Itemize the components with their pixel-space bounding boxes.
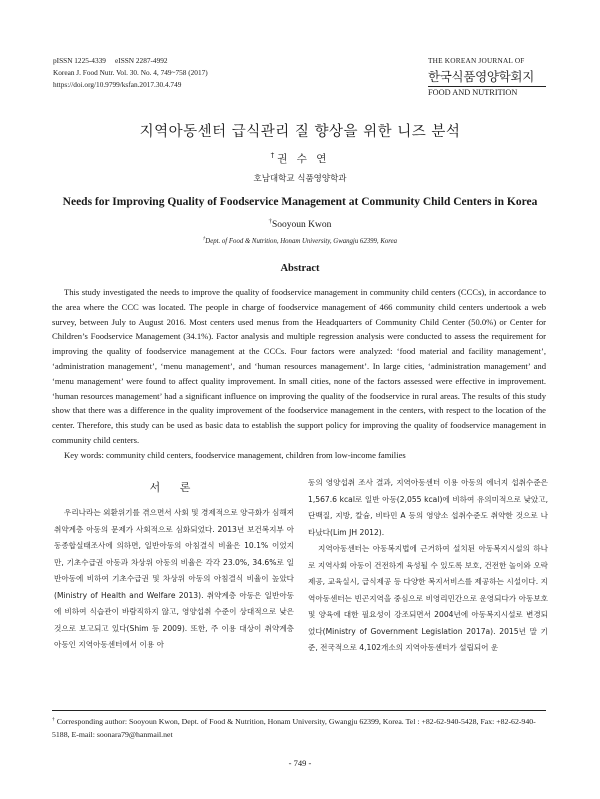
- english-author-name: Sooyoun Kwon: [271, 220, 332, 230]
- publication-metadata: [53, 55, 208, 91]
- abstract-heading: Abstract: [280, 263, 320, 274]
- journal-name-en-bottom: FOOD AND NUTRITION: [428, 88, 518, 97]
- journal-name-ko: 한국식품영양학회지: [428, 69, 534, 84]
- english-affiliation: [0, 238, 600, 245]
- author-dagger-ko: †: [270, 150, 278, 160]
- affil-dagger-en: †: [202, 236, 206, 242]
- section-heading-introduction: 서 론: [149, 481, 199, 494]
- keywords: Key words: community child centers, foodservice management, children from low-income families: [64, 450, 406, 460]
- korean-author-name: 권 수 연: [277, 153, 330, 165]
- korean-author: [0, 151, 600, 166]
- abstract-text: This study investigated the needs to improve the quality of foodservice management in community child centers (CCCs), in accordance to the area where the CCC was located. The people in charge of foodservice management of 466 community child centers undertook a web survey, between July to August 2016. Most centers used menus from the Headquarters of Community Child Center (50.0%) or Center for Children’s Foodservice Management (34.1%). Factor analysis and multiple regression analysis were conducted to assess the requirement for improving the quality of foodservice management at the CCCs. Four factors were analyzed: ‘food material and facility management’, ‘administration management’, ‘menu management’, and ‘human resources management’. In large cities, ‘administration management’ and ‘menu management’ were found to affect quality improvement. In small cities, none of the factors assessed were effective in improvement. ‘human resources management’ had a significant influence on improving the quality of the foodservice in rural areas. The results of this study show that there was a difference in the quality improvement of the foodservice management in the centers, with respect to the location of the center. Therefore, this study can be used as basic data to establish the support policy for improving the quality of foodservice management in community child centers.: [52, 287, 546, 445]
- paragraph: 지역아동센터는 아동복지법에 근거하여 설치된 아동복지시설의 하나로 지역사회 아동이 건전하게 육성될 수 있도록 보호, 건전한 놀이와 오락 제공, 교육실시, 급식제공 등 다양한 복지서비스를 제공하는 시설이다. 지역아동센터는 빈곤지역을 중심으로 비영리민간으로 운영되다가 아동보호 및 양육에 대한 필요성이 강조되면서 2004년에 아동복지시설로 변경되었다(Ministry of Government Legislation 2017a). 2015년 말 기준, 전국적으로 4,102개소의 지역아동센터가 설립되어 운: [308, 544, 548, 652]
- journal-logo: [428, 56, 546, 97]
- doi-link[interactable]: https://doi.org/10.9799/ksfan.2017.30.4.749: [53, 80, 182, 89]
- english-title: Needs for Improving Quality of Foodservice Management at Community Child Centers in Korea: [62, 196, 538, 208]
- corresponding-author-footnote: [52, 715, 546, 741]
- english-author: [0, 217, 600, 230]
- page-number: - 749 -: [288, 758, 312, 768]
- english-affiliation-text: Dept. of Food & Nutrition, Honam University, Gwangju 62399, Korea: [205, 238, 398, 245]
- korean-affiliation: 호남대학교 식품영양학과: [253, 174, 347, 184]
- paragraph: 우리나라는 외환위기를 겪으면서 사회 및 경제적으로 양극화가 심해져 취약계층 아동의 문제가 사회적으로 심화되었다. 2013년 보건복지부 아동종합실태조사에 의하면, 일반아동의 아침결식 비율은 10.1% 이었지만, 기초수급권 아동과 차상위 아동의 비율은 각각 23.0%, 34.6%로 일반아동에 비하여 기초수급권 및 차상위 아동의 아침결식 비율이 높았다(Ministry of Health and Welfare 2013). 취약계층 아동은 일반아동에 비하여 식습관이 바람직하지 않고, 영양섭취 수준이 상대적으로 낮은 것으로 보고되고 있다(Shim 등 2009). 또한, 주 이용 대상이 취약계층 아동인 지역아동센터에서 이용 아: [54, 508, 294, 649]
- left-column: [54, 475, 294, 654]
- issn-line: pISSN 1225-4339 eISSN 2287-4992: [53, 56, 168, 65]
- citation-line: Korean J. Food Nutr. Vol. 30. No. 4, 749~758 (2017): [53, 68, 208, 77]
- footnote-text: Corresponding author: Sooyoun Kwon, Dept. of Food & Nutrition, Honam University, Gwangju 62399, Korea. Tel : +82-62-940-5428, Fax: +82-62-940-5188, E-mail: soonara79@hanmail.net: [52, 717, 536, 739]
- right-column: [308, 475, 548, 657]
- journal-name-en-top: THE KOREAN JOURNAL OF: [428, 56, 525, 65]
- footnote-divider: [52, 710, 546, 711]
- author-dagger-en: †: [268, 217, 272, 225]
- korean-title: 지역아동센터 급식관리 질 향상을 위한 니즈 분석: [139, 124, 461, 140]
- paragraph: 동의 영양섭취 조사 결과, 지역아동센터 이용 아동의 에너지 섭취수준은 1,567.6 kcal로 일반 아동(2,055 kcal)에 비하여 유의미적으로 낮았고, 단백질, 지방, 칼슘, 비타민 A 등의 영양소 섭취수준도 취약한 것으로 나타났다(Lim JH 2012).: [308, 478, 548, 537]
- footnote-dagger: †: [52, 716, 55, 723]
- journal-name-ko-wrap: [428, 67, 546, 87]
